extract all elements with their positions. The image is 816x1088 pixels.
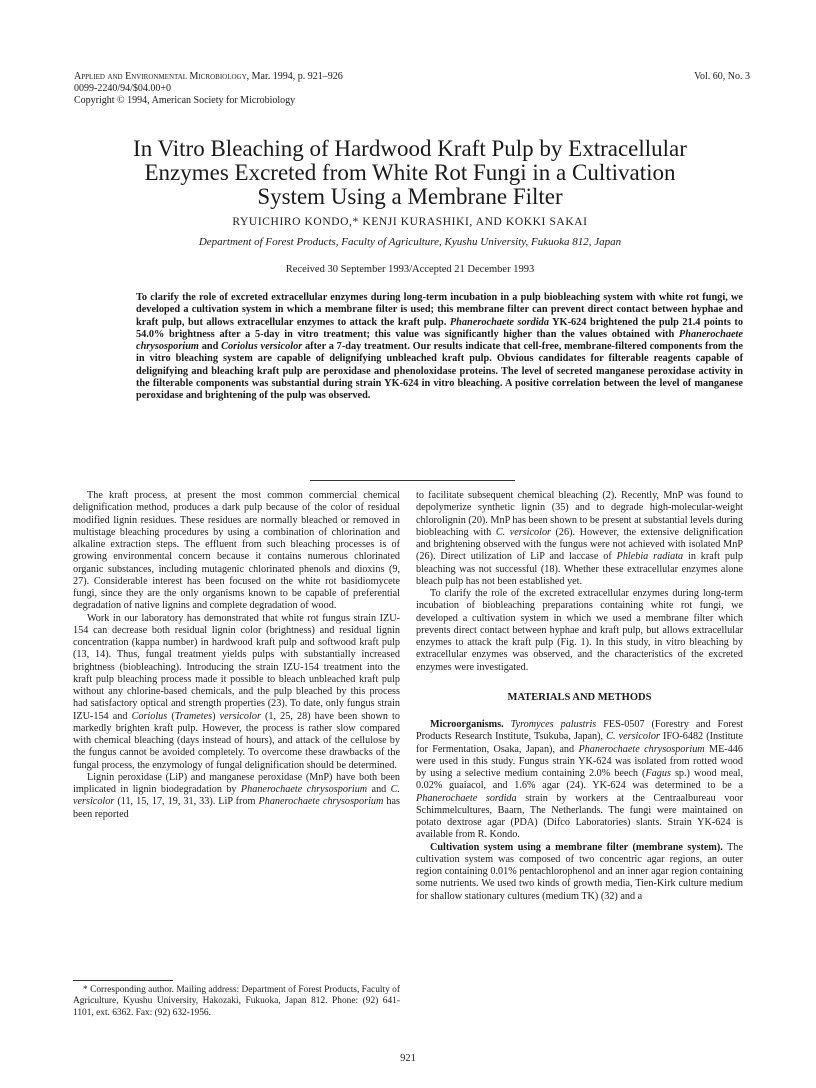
species: Phanerochaete chrysosporium <box>240 784 368 795</box>
species: Phanerochaete sordida <box>416 792 517 804</box>
paragraph <box>416 490 743 588</box>
species: C. versicolor <box>606 731 660 743</box>
text: and <box>367 784 391 795</box>
title-line: System Using a Membrane Filter <box>257 184 563 209</box>
article-title <box>60 137 760 209</box>
page-number: 921 <box>400 1053 416 1064</box>
text: (26). However, the extensive delignification and brightening observed with the fungus were not achieved with isolated MnP (26). Direct utilization of LiP and laccase of <box>416 526 743 563</box>
copyright: Copyright © 1994, American Society for Microbiology <box>74 95 296 106</box>
paragraph: The kraft process, at present the most common commercial chemical delignification method, produces a dark pulp because of the color of residual modified lignin residues. These residues are normally bleached or removed in multistage bleaching procedures by using a combination of chlorination and alkaline extraction steps. The effluent from such bleaching processes is of growing environmental concern because it contains numerous chlorinated organic substances, including mutagenic chlorinated phenols and dioxins (9, 27). Considerable interest has been focused on the white rot basidiomycete fungi, since they are the only organisms known to be capable of preferential degradation of native lignins and complete degradation of wood. <box>73 490 400 612</box>
run-in-heading: Microorganisms. <box>430 719 504 730</box>
journal-name: Applied and Environmental Microbiology <box>74 71 247 82</box>
left-column <box>73 490 400 821</box>
species: Trametes <box>174 710 213 722</box>
text: to facilitate subsequent chemical bleaching (2). Recently, MnP was found to depolymerize synthetic lignin (35) and to degrade high-molecular-weight chlorolignin (20). MnP has been shown to be present at substantial levels during biobleaching with <box>416 490 743 538</box>
text: ( <box>167 710 175 722</box>
abstract-text: YK-624 brightened the pulp 21.4 points to 54.0% brightness after a 5-day in vitro treatment; this value was significantly higher than the values obtained with <box>136 316 743 340</box>
species: Phlebia radiata <box>616 551 684 563</box>
species: versicolor <box>219 710 261 722</box>
text: has been reported <box>73 796 400 820</box>
text: ME-446 were used in this study. Fungus strain YK-624 was isolated from rotted wood by using a selective medium containing 2.0% beech ( <box>416 743 743 779</box>
paragraph <box>73 613 400 772</box>
text: ) <box>212 710 220 722</box>
species: Coriolus <box>131 710 168 722</box>
text <box>504 719 511 730</box>
affiliation: Department of Forest Products, Faculty of Agriculture, Kyushu University, Fukuoka 812, Japan <box>198 236 622 248</box>
text: (11, 15, 17, 19, 31, 33). LiP from <box>114 796 259 808</box>
text: Work in our laboratory has demonstrated that white rot fungus strain IZU-154 can decrease both residual lignin color (brightness) and residual lignin concentration (kappa number) in hardwood kraft pulp and softwood kraft pulp (13, 14). Thus, fungal treatment yields pulps with substantially increased brightness (biobleaching). Introducing the strain IZU-154 treatment into the kraft pulp bleaching process made it possible to bleach unbleached kraft pulp without any chlorine-based chemicals, and the pulp bleached by this process had satisfactory optical and strength properties (23). To date, only fungus strain IZU-154 and <box>73 612 400 722</box>
received-dates: Received 30 September 1993/Accepted 21 December 1993 <box>285 264 535 275</box>
species: Tyromyces palustris <box>510 719 597 730</box>
text: FES-0507 (Forestry and Forest Products Research Institute, Tsukuba, Japan), <box>416 719 743 743</box>
species: Fagus <box>645 768 671 779</box>
paragraph: To clarify the role of the excreted extracellular enzymes during long-term incubation of biobleaching preparations containing white rot fungi, we developed a cultivation system in which we used a membrane filter which prevents direct contact between hyphae and kraft pulp, but allows extracellular enzymes to attack the kraft pulp (Fig. 1). In this study, in vitro bleaching by extracellular enzymes was observed, and the characteristics of the excreted enzymes were investigated. <box>416 588 743 673</box>
section-title: MATERIALS AND METHODS <box>507 691 652 703</box>
right-column <box>416 490 743 903</box>
abstract-species: Phanerochaete chrysosporium <box>136 328 743 353</box>
paragraph <box>416 842 743 903</box>
title-line: Enzymes Excreted from White Rot Fungi in a Cultivation <box>144 160 676 185</box>
species: Phanerochaete chrysosporium <box>578 743 705 755</box>
footnote: * Corresponding author. Mailing address: Department of Forest Products, Faculty of Agriculture, Kyushu University, Hakozaki, Fukuoka, Japan 812. Phone: (92) 641-1101, ext. 6362. Fax: (92) 632-1956. <box>73 985 400 1018</box>
text: Lignin peroxidase (LiP) and manganese peroxidase (MnP) have both been implicated in lignin biodegradation by <box>73 771 400 795</box>
abstract-text: To clarify the role of excreted extracellular enzymes during long-term incubation in a pulp biobleaching system with white rot fungi, we developed a cultivation system in which a membrane filter is used; this membrane filter can prevent direct contact between hyphae and kraft pulp, but allows extracellular enzymes to attack the kraft pulp. <box>136 292 743 328</box>
paragraph <box>416 719 743 842</box>
run-in-heading: Cultivation system using a membrane filter (membrane system). <box>430 841 723 853</box>
text: (1, 25, 28) have been shown to markedly brighten kraft pulp. However, the process is rather slow compared with chemical bleaching (days instead of hours), and attack of the cellulose by the fungus cannot be avoided completely. To overcome these drawbacks of the fungal process, the enzymology of fungal delignification should be determined. <box>73 710 400 771</box>
title-line: In Vitro Bleaching of Hardwood Kraft Pulp by Extracellular <box>133 136 687 161</box>
text: sp.) wood meal, 0.02% guaiacol, and 1.6% agar (24). YK-624 was determined to be a <box>416 768 744 792</box>
species: C. versicolor <box>73 784 400 808</box>
species: C. versicolor <box>495 526 551 538</box>
abstract <box>136 292 743 403</box>
journal-header <box>74 71 343 107</box>
text: strain by workers at the Centraalbureau voor Schimmelcultures, Baarn, The Netherlands. The fungi were maintained on potato dextrose agar (PDA) (Difco Laboratories) slants. Strain YK-624 is available from R. Kondo. <box>416 792 743 841</box>
species: Phanerochaete chrysosporium <box>258 796 384 808</box>
authors: RYUICHIRO KONDO,* KENJI KURASHIKI, AND KOKKI SAKAI <box>232 216 588 228</box>
abstract-text: and <box>198 341 222 353</box>
paragraph <box>73 772 400 821</box>
volume: Vol. 60, No. 3 <box>694 71 750 82</box>
text: The cultivation system was composed of two concentric agar regions, an outer region containing 0.01% pentachlorophenol and an inner agar region containing some nutrients. We used two kinds of growth media, Tien-Kirk culture medium for shallow stationary cultures (medium TK) (32) and a <box>416 841 743 902</box>
abstract-species: Coriolus versicolor <box>221 341 303 353</box>
abstract-text: after a 7-day treatment. Our results indicate that cell-free, membrane-filtered components from the in vitro bleaching system are capable of delignifying unbleached kraft pulp. Obvious candidates for filterable reagents capable of delignifying and bleaching kraft pulp are peroxidase and phenoloxidase proteins. The level of secreted manganese peroxidase activity in the filterable components was substantial during strain YK-624 in vitro bleaching. A positive correlation between the level of manganese peroxidase and brightening of the pulp was observed. <box>136 341 744 402</box>
issue-pages: , Mar. 1994, p. 921–926 <box>246 71 343 82</box>
text: IFO-6482 (Institute for Fermentation, Osaka, Japan), and <box>416 731 743 755</box>
abstract-divider <box>310 480 515 481</box>
footnote-divider <box>73 980 173 981</box>
issn: 0099-2240/94/$04.00+0 <box>74 83 172 94</box>
text: in kraft pulp bleaching was not successful (18). Whether these extracellular enzymes alone bleach pulp has not been established yet. <box>416 551 743 587</box>
abstract-species: Phanerochaete sordida <box>449 316 549 328</box>
